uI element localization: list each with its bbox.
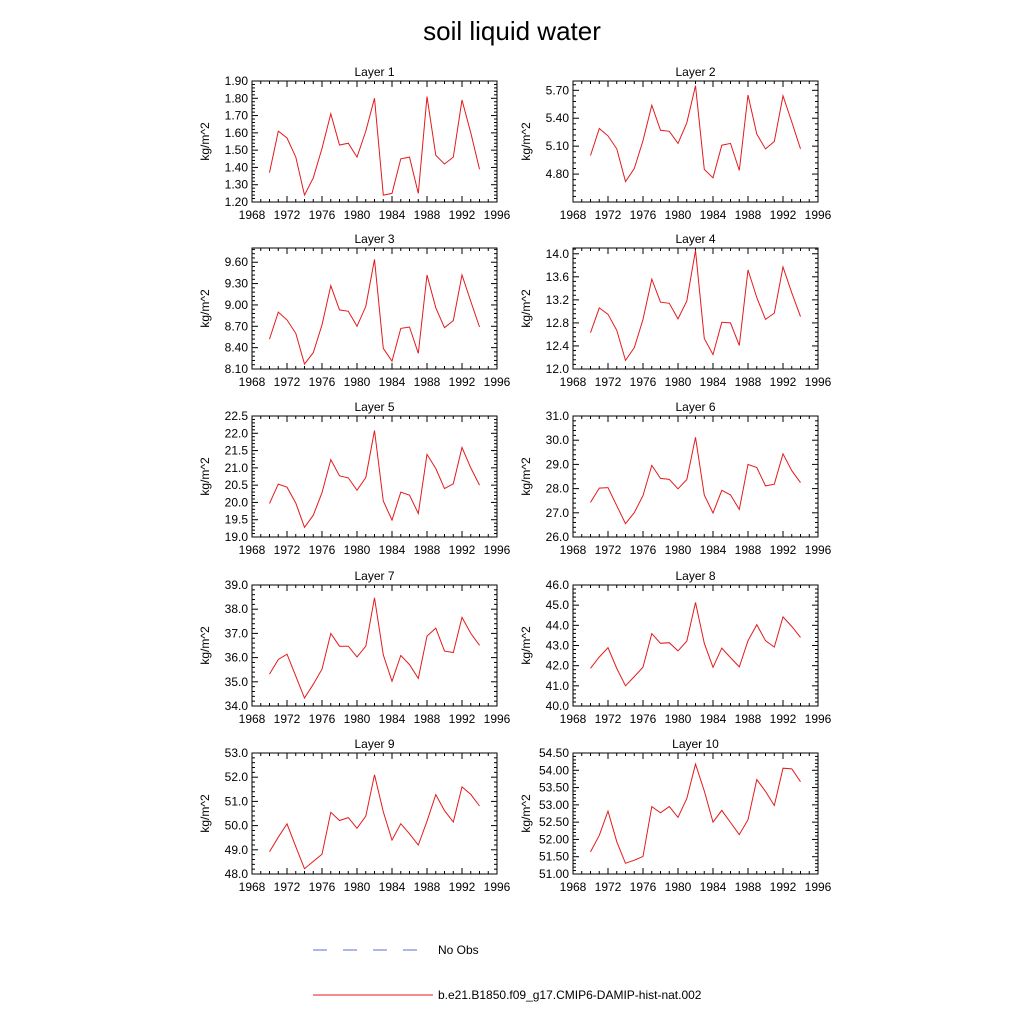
series-line-model [270, 431, 480, 528]
y-tick-label: 51.50 [538, 849, 569, 864]
y-tick-label: 51.00 [538, 867, 569, 881]
x-tick-label: 1996 [804, 543, 832, 557]
x-tick-label: 1980 [664, 208, 692, 222]
y-tick-label: 53.00 [538, 797, 569, 812]
y-tick-label: 1.60 [224, 125, 248, 140]
plot-frame [252, 585, 497, 706]
x-tick-label: 1996 [483, 375, 511, 389]
plot-frame [573, 753, 818, 874]
x-tick-label: 1972 [594, 208, 622, 222]
x-tick-label: 1976 [308, 880, 336, 894]
x-tick-label: 1972 [273, 208, 301, 222]
panel-layer-4 [519, 232, 832, 389]
y-axis-label: kg/m^2 [198, 457, 212, 496]
panel-title: Layer 1 [354, 65, 395, 79]
y-tick-label: 31.0 [545, 409, 569, 423]
y-tick-label: 52.0 [224, 770, 248, 785]
x-tick-label: 1996 [483, 208, 511, 222]
x-tick-label: 1992 [448, 712, 476, 726]
y-tick-label: 19.0 [224, 530, 248, 544]
series-line-model [591, 250, 801, 360]
x-tick-label: 1988 [413, 712, 441, 726]
y-tick-label: 1.80 [224, 91, 248, 106]
y-tick-label: 52.50 [538, 815, 569, 830]
y-tick-label: 22.0 [224, 426, 248, 441]
y-tick-label: 49.0 [224, 842, 248, 857]
y-tick-label: 19.5 [224, 512, 248, 527]
y-tick-label: 12.4 [545, 338, 569, 353]
x-tick-label: 1988 [413, 880, 441, 894]
x-tick-label: 1984 [378, 712, 406, 726]
x-tick-label: 1992 [448, 543, 476, 557]
y-tick-label: 35.0 [224, 674, 248, 689]
series-line-model [270, 259, 480, 364]
panel-layer-6 [519, 400, 832, 557]
x-tick-label: 1972 [273, 712, 301, 726]
panel-title: Layer 10 [672, 737, 719, 751]
x-tick-label: 1968 [238, 375, 266, 389]
x-tick-label: 1988 [734, 375, 762, 389]
y-tick-label: 27.0 [545, 505, 569, 520]
x-tick-label: 1988 [413, 375, 441, 389]
panel-layer-1 [198, 65, 511, 222]
panel-layer-10 [519, 737, 832, 894]
x-tick-label: 1984 [378, 880, 406, 894]
x-tick-label: 1972 [273, 880, 301, 894]
y-tick-label: 54.00 [538, 763, 569, 778]
y-axis-label: kg/m^2 [519, 122, 533, 161]
x-tick-label: 1976 [629, 208, 657, 222]
x-tick-label: 1996 [804, 208, 832, 222]
series-line-model [270, 97, 480, 196]
panel-title: Layer 9 [354, 737, 395, 751]
series-line-model [591, 86, 801, 182]
series-line-model [270, 775, 480, 869]
series-line-model [591, 764, 801, 863]
x-tick-label: 1984 [699, 208, 727, 222]
y-axis-label: kg/m^2 [198, 626, 212, 665]
panel-layer-7 [198, 569, 511, 726]
x-tick-label: 1980 [664, 543, 692, 557]
y-tick-label: 20.5 [224, 478, 248, 493]
y-tick-label: 39.0 [224, 578, 248, 592]
x-tick-label: 1980 [664, 712, 692, 726]
panel-title: Layer 6 [675, 400, 716, 414]
y-tick-label: 8.70 [224, 319, 248, 334]
y-tick-label: 50.0 [224, 818, 248, 833]
series-line-model [270, 598, 480, 698]
y-tick-label: 53.50 [538, 780, 569, 795]
y-tick-label: 44.0 [545, 618, 569, 633]
y-tick-label: 1.30 [224, 177, 248, 192]
y-tick-label: 40.0 [545, 699, 569, 713]
panel-title: Layer 7 [354, 569, 395, 583]
y-tick-label: 5.70 [545, 83, 569, 98]
y-tick-label: 43.0 [545, 638, 569, 653]
x-tick-label: 1968 [238, 543, 266, 557]
panel-layer-3 [198, 232, 511, 389]
y-tick-label: 5.40 [545, 111, 569, 126]
x-tick-label: 1992 [769, 208, 797, 222]
x-tick-label: 1972 [594, 375, 622, 389]
x-tick-label: 1976 [629, 375, 657, 389]
x-tick-label: 1976 [629, 712, 657, 726]
legend [313, 943, 702, 1002]
plot-frame [573, 248, 818, 369]
panel-title: Layer 3 [354, 232, 395, 246]
y-tick-label: 38.0 [224, 602, 248, 617]
x-tick-label: 1972 [273, 543, 301, 557]
x-tick-label: 1988 [734, 208, 762, 222]
x-tick-label: 1976 [629, 880, 657, 894]
x-tick-label: 1980 [343, 880, 371, 894]
x-tick-label: 1968 [559, 375, 587, 389]
x-tick-label: 1976 [629, 543, 657, 557]
y-tick-label: 36.0 [224, 650, 248, 665]
series-line-model [591, 603, 801, 686]
y-tick-label: 53.0 [224, 746, 248, 760]
y-tick-label: 45.0 [545, 598, 569, 613]
x-tick-label: 1968 [559, 543, 587, 557]
y-tick-label: 1.50 [224, 143, 248, 158]
x-tick-label: 1988 [413, 543, 441, 557]
y-tick-label: 30.0 [545, 433, 569, 448]
x-tick-label: 1992 [448, 208, 476, 222]
x-tick-label: 1988 [734, 712, 762, 726]
x-tick-label: 1980 [343, 712, 371, 726]
x-tick-label: 1984 [378, 375, 406, 389]
legend-label-no-obs: No Obs [438, 943, 479, 957]
y-tick-label: 20.0 [224, 495, 248, 510]
y-tick-label: 9.30 [224, 276, 248, 291]
x-tick-label: 1972 [594, 712, 622, 726]
x-tick-label: 1996 [483, 712, 511, 726]
plot-frame [573, 416, 818, 537]
figure-title: soil liquid water [423, 16, 601, 46]
panel-layer-8 [519, 569, 832, 726]
x-tick-label: 1976 [308, 712, 336, 726]
x-tick-label: 1988 [413, 208, 441, 222]
y-tick-label: 1.20 [224, 195, 248, 209]
panel-title: Layer 8 [675, 569, 716, 583]
y-axis-label: kg/m^2 [519, 626, 533, 665]
y-tick-label: 22.5 [224, 409, 248, 423]
x-tick-label: 1996 [804, 375, 832, 389]
x-tick-label: 1992 [769, 712, 797, 726]
x-tick-label: 1984 [699, 543, 727, 557]
x-tick-label: 1992 [769, 880, 797, 894]
y-axis-label: kg/m^2 [198, 122, 212, 161]
y-tick-label: 37.0 [224, 626, 248, 641]
x-tick-label: 1988 [734, 543, 762, 557]
y-tick-label: 51.0 [224, 794, 248, 809]
x-tick-label: 1972 [594, 880, 622, 894]
y-tick-label: 28.0 [545, 481, 569, 496]
x-tick-label: 1980 [343, 375, 371, 389]
y-axis-label: kg/m^2 [198, 289, 212, 328]
y-tick-label: 12.8 [545, 315, 569, 330]
y-tick-label: 26.0 [545, 530, 569, 544]
y-tick-label: 34.0 [224, 699, 248, 713]
x-tick-label: 1968 [559, 880, 587, 894]
y-axis-label: kg/m^2 [198, 794, 212, 833]
y-tick-label: 46.0 [545, 578, 569, 592]
y-tick-label: 9.60 [224, 255, 248, 270]
x-tick-label: 1976 [308, 543, 336, 557]
x-tick-label: 1980 [664, 880, 692, 894]
x-tick-label: 1984 [699, 880, 727, 894]
y-axis-label: kg/m^2 [519, 457, 533, 496]
y-tick-label: 13.2 [545, 292, 569, 307]
x-tick-label: 1996 [483, 543, 511, 557]
panel-layer-5 [198, 400, 511, 557]
x-tick-label: 1968 [559, 712, 587, 726]
x-tick-label: 1980 [343, 208, 371, 222]
x-tick-label: 1968 [238, 208, 266, 222]
y-tick-label: 41.0 [545, 678, 569, 693]
x-tick-label: 1992 [769, 375, 797, 389]
panel-title: Layer 5 [354, 400, 395, 414]
x-tick-label: 1992 [448, 375, 476, 389]
x-tick-label: 1968 [238, 880, 266, 894]
x-tick-label: 1992 [769, 543, 797, 557]
plot-frame [573, 81, 818, 202]
x-tick-label: 1980 [664, 375, 692, 389]
panel-layer-9 [198, 737, 511, 894]
panel-title: Layer 2 [675, 65, 716, 79]
y-tick-label: 9.00 [224, 297, 248, 312]
plot-frame [252, 753, 497, 874]
y-tick-label: 8.10 [224, 362, 248, 376]
panel-title: Layer 4 [675, 232, 716, 246]
y-tick-label: 52.00 [538, 832, 569, 847]
y-tick-label: 1.90 [224, 74, 248, 88]
y-tick-label: 42.0 [545, 658, 569, 673]
x-tick-label: 1996 [483, 880, 511, 894]
x-tick-label: 1976 [308, 375, 336, 389]
y-tick-label: 12.0 [545, 362, 569, 376]
y-tick-label: 21.5 [224, 443, 248, 458]
y-axis-label: kg/m^2 [519, 794, 533, 833]
x-tick-label: 1980 [343, 543, 371, 557]
x-tick-label: 1988 [734, 880, 762, 894]
y-tick-label: 54.50 [538, 746, 569, 760]
panels-grid [198, 65, 832, 894]
x-tick-label: 1968 [238, 712, 266, 726]
x-tick-label: 1984 [378, 543, 406, 557]
y-tick-label: 29.0 [545, 457, 569, 472]
x-tick-label: 1996 [804, 880, 832, 894]
x-tick-label: 1976 [308, 208, 336, 222]
x-tick-label: 1968 [559, 208, 587, 222]
y-tick-label: 1.70 [224, 108, 248, 123]
x-tick-label: 1984 [378, 208, 406, 222]
plot-frame [252, 248, 497, 369]
y-tick-label: 8.40 [224, 340, 248, 355]
series-line-model [591, 437, 801, 523]
legend-label-model: b.e21.B1850.f09_g17.CMIP6-DAMIP-hist-nat.002 [438, 988, 702, 1002]
y-axis-label: kg/m^2 [519, 289, 533, 328]
y-tick-label: 13.6 [545, 269, 569, 284]
x-tick-label: 1992 [448, 880, 476, 894]
y-tick-label: 21.0 [224, 460, 248, 475]
y-tick-label: 4.80 [545, 167, 569, 182]
x-tick-label: 1996 [804, 712, 832, 726]
y-tick-label: 48.0 [224, 867, 248, 881]
y-tick-label: 14.0 [545, 246, 569, 261]
y-tick-label: 5.10 [545, 139, 569, 154]
panel-layer-2 [519, 65, 832, 222]
x-tick-label: 1972 [594, 543, 622, 557]
x-tick-label: 1984 [699, 712, 727, 726]
x-tick-label: 1984 [699, 375, 727, 389]
x-tick-label: 1972 [273, 375, 301, 389]
y-tick-label: 1.40 [224, 160, 248, 175]
